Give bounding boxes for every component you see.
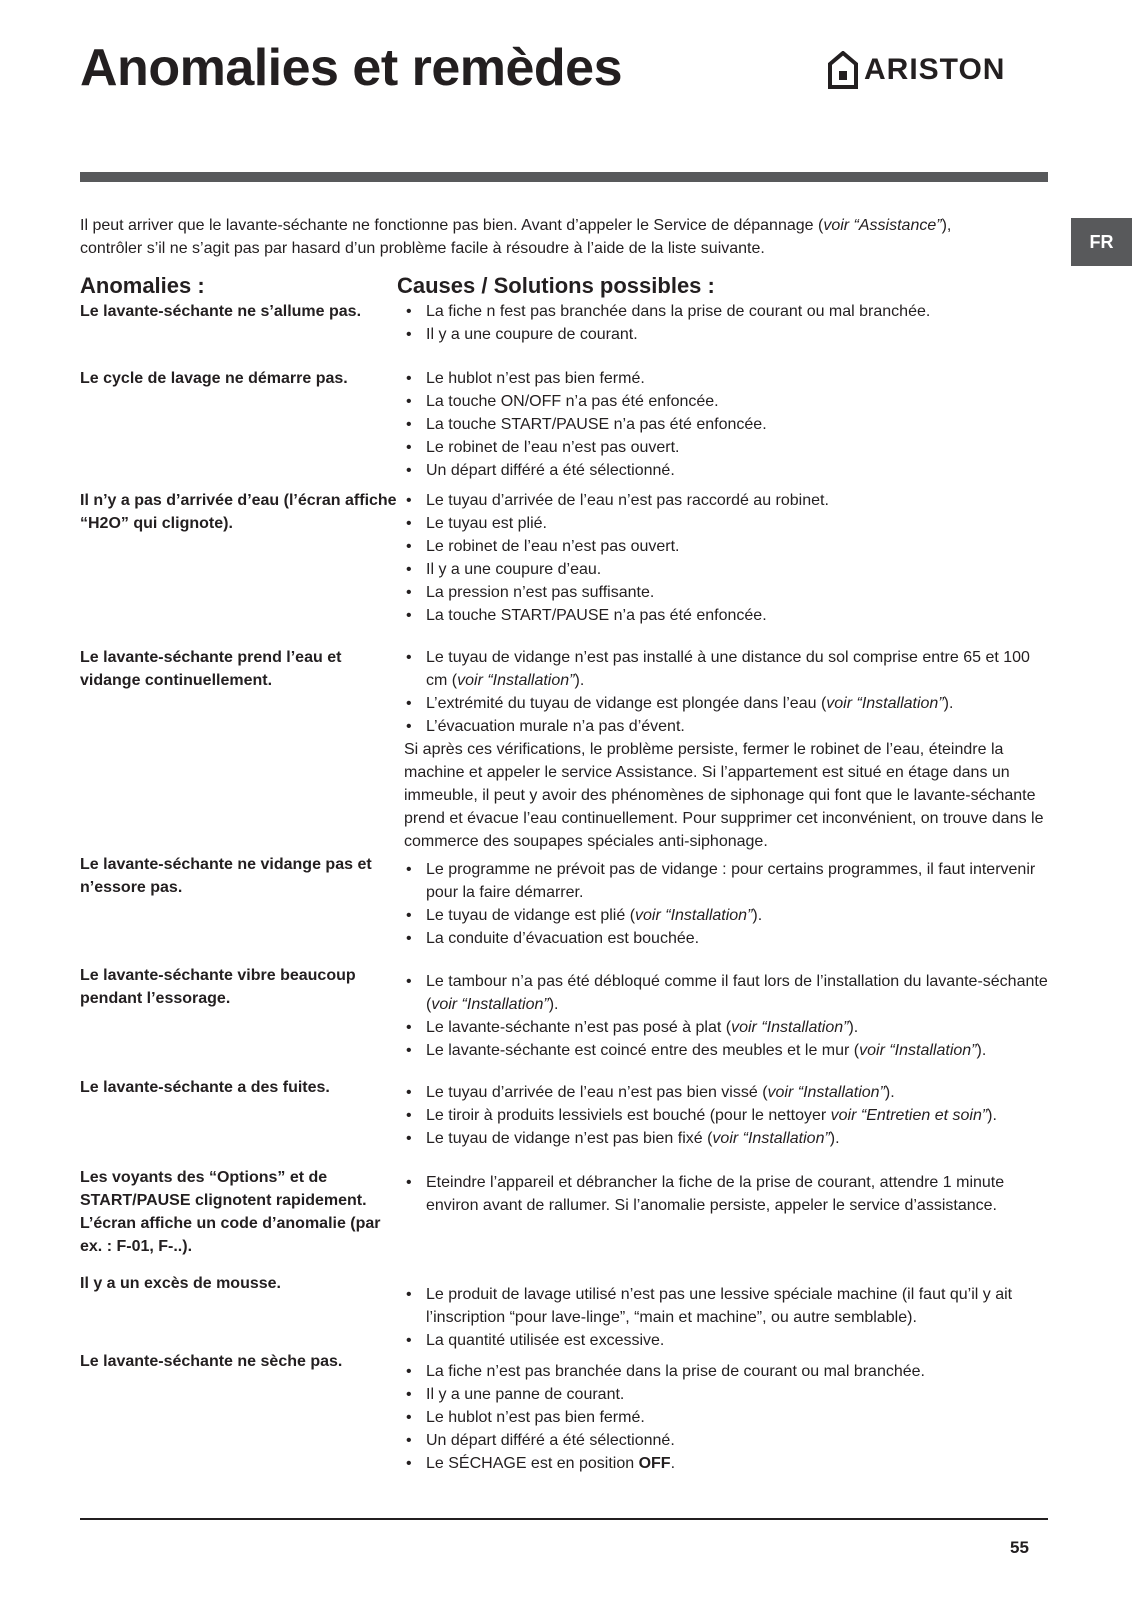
cause-item: • Le lavante-séchante est coincé entre des meubles et le mur (voir “Installation”).: [404, 1039, 1052, 1062]
cause-item: • Un départ différé a été sélectionné.: [404, 459, 1052, 482]
ariston-house-icon: [828, 51, 858, 89]
cause-item: • L’extrémité du tuyau de vidange est plongée dans l’eau (voir “Installation”).: [404, 692, 1052, 715]
causes-list: [404, 300, 1052, 346]
anomaly-label: Il n’y a pas d’arrivée d’eau (l’écran affiche “H2O” qui clignote).: [80, 492, 397, 532]
causes-list: [404, 1081, 1052, 1150]
cause-item: • Le tiroir à produits lessiviels est bouché (pour le nettoyer voir “Entretien et soin”).: [404, 1104, 1052, 1127]
cause-item: • La fiche n fest pas branchée dans la prise de courant ou mal branchée.: [404, 300, 1052, 323]
cause-item: • Le lavante-séchante n’est pas posé à plat (voir “Installation”).: [404, 1016, 1052, 1039]
language-tab: FR: [1071, 218, 1132, 266]
cause-item: • Le tuyau d’arrivée de l’eau n’est pas bien vissé (voir “Installation”).: [404, 1081, 1052, 1104]
cause-item: • L’évacuation murale n’a pas d’évent.: [404, 715, 1052, 738]
cause-item: • La touche ON/OFF n’a pas été enfoncée.: [404, 390, 1052, 413]
cause-item: • Le programme ne prévoit pas de vidange : pour certains programmes, il faut intervenir pour la faire démarrer.: [404, 858, 1052, 904]
page-title: Anomalies et remèdes: [80, 39, 623, 97]
cause-item: • Le hublot n’est pas bien fermé.: [404, 367, 1052, 390]
anomaly-label: Le lavante-séchante prend l’eau et vidange continuellement.: [80, 649, 342, 689]
causes-list: [404, 1283, 1052, 1352]
cause-item: • La pression n’est pas suffisante.: [404, 581, 1052, 604]
causes-list: [404, 489, 1052, 627]
cause-item: • Le tuyau de vidange est plié (voir “Installation”).: [404, 904, 1052, 927]
anomaly-label: Le lavante-séchante a des fuites.: [80, 1079, 330, 1096]
causes-list: [404, 858, 1052, 950]
anomaly-label: Le lavante-séchante ne s’allume pas.: [80, 303, 362, 320]
header-rule: [80, 172, 1048, 182]
cause-item: • Eteindre l’appareil et débrancher la fiche de la prise de courant, attendre 1 minute environ avant de rallumer. Si l’anomalie persiste, appeler le service d’assistance.: [404, 1171, 1052, 1217]
anomaly-label: Le cycle de lavage ne démarre pas.: [80, 370, 348, 387]
cause-item: • Il y a une coupure d’eau.: [404, 558, 1052, 581]
cause-item: • Le produit de lavage utilisé n’est pas une lessive spéciale machine (il faut qu’il y ait l’inscription “pour lave-linge”, “main et machine”, ou autre semblable).: [404, 1283, 1052, 1329]
cause-item: • Il y a une coupure de courant.: [404, 323, 1052, 346]
brand-logo: [828, 50, 1005, 90]
anomaly-label: Le lavante-séchante vibre beaucoup pendant l’essorage.: [80, 967, 356, 1007]
causes-list: [404, 1171, 1052, 1217]
cause-item: • Le hublot n’est pas bien fermé.: [404, 1406, 1052, 1429]
cause-item: • Le robinet de l’eau n’est pas ouvert.: [404, 535, 1052, 558]
cause-item: • La touche START/PAUSE n’a pas été enfoncée.: [404, 413, 1052, 436]
cause-note: Si après ces vérifications, le problème persiste, fermer le robinet de l’eau, éteindre la machine et appeler le service Assistance. Si l’appartement est situé en étage dans un immeuble, il peut y avoir des phénomènes de siphonage qui font que le lavante-séchante prend et évacue l’eau continuellement. Pour supprimer cet inconvénient, on trouve dans le commerce des soupapes spéciales anti-siphonage.: [404, 741, 1044, 850]
anomaly-label: Il y a un excès de mousse.: [80, 1275, 281, 1292]
anomalies-header: Anomalies :: [80, 273, 205, 298]
footer-rule: [80, 1518, 1048, 1520]
cause-item: • Le tuyau est plié.: [404, 512, 1052, 535]
anomaly-label: Les voyants des “Options” et de START/PAUSE clignotent rapidement. L’écran affiche un code d’anomalie (par ex. : F-01, F-..).: [80, 1169, 381, 1255]
cause-item: • La touche START/PAUSE n’a pas été enfoncée.: [404, 604, 1052, 627]
intro-paragraph: Il peut arriver que le lavante-séchante ne fonctionne pas bien. Avant d’appeler le Service de dépannage (voir “Assistance”), contrôler s’il ne s’agit pas par hasard d’un problème facile à résoudre à l’aide de la liste suivante.: [80, 217, 952, 257]
cause-item: • Le tuyau d’arrivée de l’eau n’est pas raccordé au robinet.: [404, 489, 1052, 512]
anomaly-label: Le lavante-séchante ne vidange pas et n’essore pas.: [80, 856, 372, 896]
cause-item: • Il y a une panne de courant.: [404, 1383, 1052, 1406]
cause-item: • La fiche n’est pas branchée dans la prise de courant ou mal branchée.: [404, 1360, 1052, 1383]
cause-item: • Un départ différé a été sélectionné.: [404, 1429, 1052, 1452]
cause-item: • Le SÉCHAGE est en position OFF.: [404, 1452, 1052, 1475]
causes-list: [404, 970, 1052, 1062]
cause-item: • La conduite d’évacuation est bouchée.: [404, 927, 1052, 950]
causes-list: [404, 646, 1052, 853]
page-number: 55: [1010, 1538, 1029, 1557]
causes-header: Causes / Solutions possibles :: [397, 273, 715, 298]
cause-item: • Le tuyau de vidange n’est pas bien fixé (voir “Installation”).: [404, 1127, 1052, 1150]
cause-item: • Le tuyau de vidange n’est pas installé à une distance du sol comprise entre 65 et 100 cm (voir “Installation”).: [404, 646, 1052, 692]
brand-name: ARISTON: [864, 53, 1006, 86]
causes-list: [404, 1360, 1052, 1475]
cause-item: • La quantité utilisée est excessive.: [404, 1329, 1052, 1352]
cause-item: • Le robinet de l’eau n’est pas ouvert.: [404, 436, 1052, 459]
causes-list: [404, 367, 1052, 482]
cause-item: • Le tambour n’a pas été débloqué comme il faut lors de l’installation du lavante-séchante (voir “Installation”).: [404, 970, 1052, 1016]
anomaly-label: Le lavante-séchante ne sèche pas.: [80, 1353, 343, 1370]
